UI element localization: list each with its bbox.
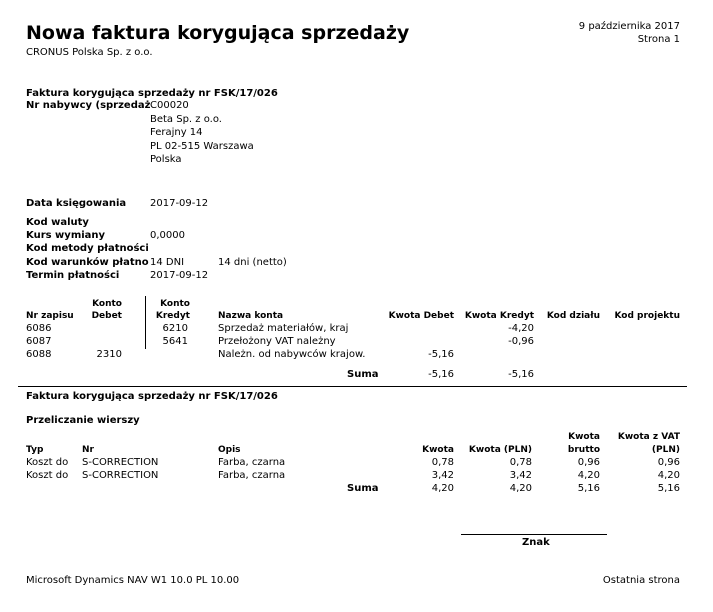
col-description: Opis — [218, 445, 241, 455]
invoice-heading: Faktura korygująca sprzedaży nr FSK/17/026 — [26, 88, 278, 99]
customer-name: Beta Sp. z o.o. — [150, 114, 222, 125]
table-row-entry-no: 6088 — [26, 349, 52, 360]
table-row-vat-amount: 0,96 — [657, 457, 680, 468]
table-row-credit-amount: -4,20 — [508, 323, 534, 334]
table-row-amount-pln: 0,78 — [509, 457, 532, 468]
table-row-credit-amount: -0,96 — [508, 336, 534, 347]
due-date-value: 2017-09-12 — [150, 270, 209, 281]
table-row-account-name: Przełożony VAT należny — [218, 336, 336, 347]
col-department-code: Kod działu — [546, 311, 600, 321]
payment-terms-desc: 14 dni (netto) — [218, 257, 287, 268]
table-row-credit-account: 5641 — [162, 336, 188, 347]
customer-city: PL 02-515 Warszawa — [150, 141, 254, 152]
lines-heading: Faktura korygująca sprzedaży nr FSK/17/026 — [26, 391, 278, 402]
footer-last-page: Ostatnia strona — [602, 575, 680, 586]
payment-method-label: Kod metody płatności — [26, 243, 149, 254]
table-row-gross: 4,20 — [577, 470, 600, 481]
table-row-account-name: Sprzedaż materiałów, kraj — [218, 323, 349, 334]
posting-date-value: 2017-09-12 — [150, 198, 209, 209]
col-vat-amount-1: Kwota z VAT — [617, 432, 680, 442]
table-row-amount: 0,78 — [431, 457, 454, 468]
customer-label: Nr nabywcy (sprzedaż — [26, 100, 151, 111]
table-row-type: Koszt do — [26, 470, 69, 481]
due-date-label: Termin płatności — [26, 270, 120, 281]
table-row-vat-amount: 4,20 — [657, 470, 680, 481]
table-row-credit-account: 6210 — [162, 323, 188, 334]
table-row-debit-amount: -5,16 — [428, 349, 454, 360]
company-name: CRONUS Polska Sp. z o.o. — [26, 47, 153, 58]
customer-street: Ferajny 14 — [150, 127, 203, 138]
customer-country: Polska — [150, 154, 182, 165]
table-row-no: S-CORRECTION — [82, 457, 159, 468]
ledger-sum-debit: -5,16 — [428, 369, 454, 380]
ledger-sum-credit: -5,16 — [508, 369, 534, 380]
col-credit-account-1: Konto — [160, 299, 190, 309]
col-vat-amount-2: (PLN) — [651, 445, 680, 455]
signature-line — [461, 534, 607, 535]
col-no: Nr — [82, 445, 94, 455]
table-row-amount-pln: 3,42 — [509, 470, 532, 481]
table-row-description: Farba, czarna — [218, 470, 286, 481]
table-row-gross: 0,96 — [577, 457, 600, 468]
col-project-code: Kod projektu — [614, 311, 680, 321]
lines-sum-amount-pln: 4,20 — [509, 483, 532, 494]
table-row-type: Koszt do — [26, 457, 69, 468]
table-row-entry-no: 6086 — [26, 323, 52, 334]
lines-subheading: Przeliczanie wierszy — [26, 415, 140, 426]
report-title: Nowa faktura korygująca sprzedaży — [26, 22, 410, 44]
lines-sum-amount: 4,20 — [431, 483, 454, 494]
lines-sum-gross: 5,16 — [577, 483, 600, 494]
col-gross-2: brutto — [567, 445, 600, 455]
report-date: 9 października 2017 — [578, 21, 680, 32]
lines-sum-vat: 5,16 — [657, 483, 680, 494]
currency-code-label: Kod waluty — [26, 217, 89, 228]
exchange-rate-label: Kurs wymiany — [26, 230, 106, 241]
table-row-no: S-CORRECTION — [82, 470, 159, 481]
payment-terms-label: Kod warunków płatno — [26, 257, 149, 268]
col-debit-account-1: Konto — [92, 299, 122, 309]
posting-date-label: Data księgowania — [26, 198, 127, 209]
col-entry-no: Nr zapisu — [26, 311, 74, 321]
payment-terms-code: 14 DNI — [150, 257, 185, 268]
customer-no: C00020 — [150, 100, 189, 111]
col-amount-pln: Kwota (PLN) — [468, 445, 532, 455]
ledger-sum-label: Suma — [347, 369, 379, 380]
signature-label: Znak — [522, 537, 550, 548]
page-number: Strona 1 — [637, 34, 680, 45]
exchange-rate-value: 0,0000 — [150, 230, 185, 241]
table-row-description: Farba, czarna — [218, 457, 286, 468]
table-row-amount: 3,42 — [431, 470, 454, 481]
col-debit-account-2: Debet — [91, 311, 122, 321]
table-row-account-name: Należn. od nabywców krajow. — [218, 349, 366, 360]
col-gross-1: Kwota — [568, 432, 600, 442]
col-debit-amount: Kwota Debet — [388, 311, 454, 321]
table-row-entry-no: 6087 — [26, 336, 52, 347]
col-credit-amount: Kwota Kredyt — [464, 311, 534, 321]
footer-product: Microsoft Dynamics NAV W1 10.0 PL 10.00 — [26, 575, 240, 586]
table-row-debit-account: 2310 — [96, 349, 122, 360]
col-amount: Kwota — [422, 445, 454, 455]
col-type: Typ — [26, 445, 44, 455]
col-credit-account-2: Kredyt — [155, 311, 190, 321]
section-divider — [18, 386, 687, 387]
col-account-name: Nazwa konta — [218, 311, 284, 321]
lines-sum-label: Suma — [347, 483, 379, 494]
